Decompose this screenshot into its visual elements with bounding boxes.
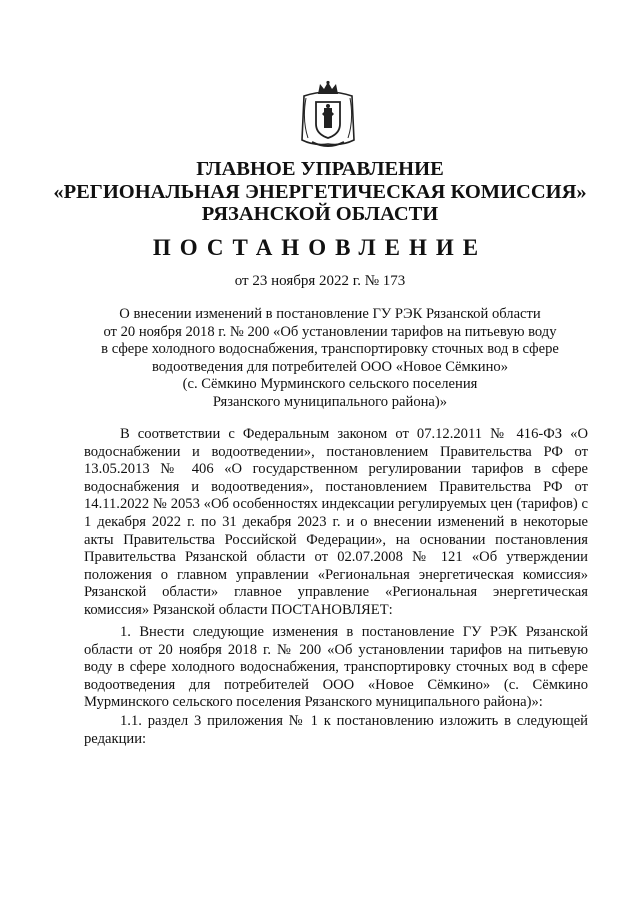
subject-line: (с. Сёмкино Мурминского сельского поселения [182, 376, 478, 393]
issuing-authority [0, 158, 640, 226]
item-1-paragraph: 1. Внести следующие изменения в постановление ГУ РЭК Рязанской области от 20 ноября 2018 г. № 200 «Об установлении тарифов на питьевую воду в сфере холодного водоснабжения, транспортировку сточных вод в сфере водоотведения для потребителей ООО «Новое Сёмкино» (с. Сёмкино Мурминского сельского поселения Рязанского муниципального района)»: [84, 624, 588, 711]
org-line-2: «РЕГИОНАЛЬНАЯ ЭНЕРГЕТИЧЕСКАЯ КОМИССИЯ» [53, 180, 587, 203]
item-1-1-paragraph: 1.1. раздел 3 приложения № 1 к постановлению изложить в следующей редакции: [84, 713, 588, 747]
subject-line: в сфере холодного водоснабжения, транспортировку сточных вод в сфере [101, 341, 559, 358]
org-line-3: РЯЗАНСКОЙ ОБЛАСТИ [201, 203, 439, 225]
document-subject [90, 306, 570, 412]
subject-line: водоотведения для потребителей ООО «Новое Сёмкино» [151, 358, 508, 375]
subject-line: О внесении изменений в постановление ГУ РЭК Рязанской области [119, 306, 541, 322]
preamble-paragraph: В соответствии с Федеральным законом от 07.12.2011 № 416-ФЗ «О водоснабжении и водоотведении», постановлением Правительства РФ от 13.05.2013 № 406 «О государственном регулировании тарифов в сфере водоснабжения и водоотведения», постановлением Правительства РФ от 14.11.2022 № 2053 «Об особенностях индексации регулируемых цен (тарифов) с 1 декабря 2022 г. по 31 декабря 2023 г. и о внесении изменений в некоторые акты Правительства Российской Федерации», на основании постановления Правительства Рязанской области от 02.07.2008 № 121 «Об утверждении положения о главном управлении «Региональная энергетическая комиссия» Рязанской области» главное управление «Региональная энергетическая комиссия» Рязанской области ПОСТАНОВЛЯЕТ: [84, 426, 588, 618]
subject-line: Рязанского муниципального района)» [212, 393, 448, 410]
document-type-title: ПОСТАНОВЛЕНИЕ [152, 235, 488, 260]
subject-line: от 20 ноября 2018 г. № 200 «Об установлении тарифов на питьевую воду [103, 323, 557, 340]
org-line-1: ГЛАВНОЕ УПРАВЛЕНИЕ [196, 158, 444, 180]
date-and-number: от 23 ноября 2022 г. № 173 [234, 273, 406, 289]
coat-of-arms-icon [298, 80, 358, 152]
